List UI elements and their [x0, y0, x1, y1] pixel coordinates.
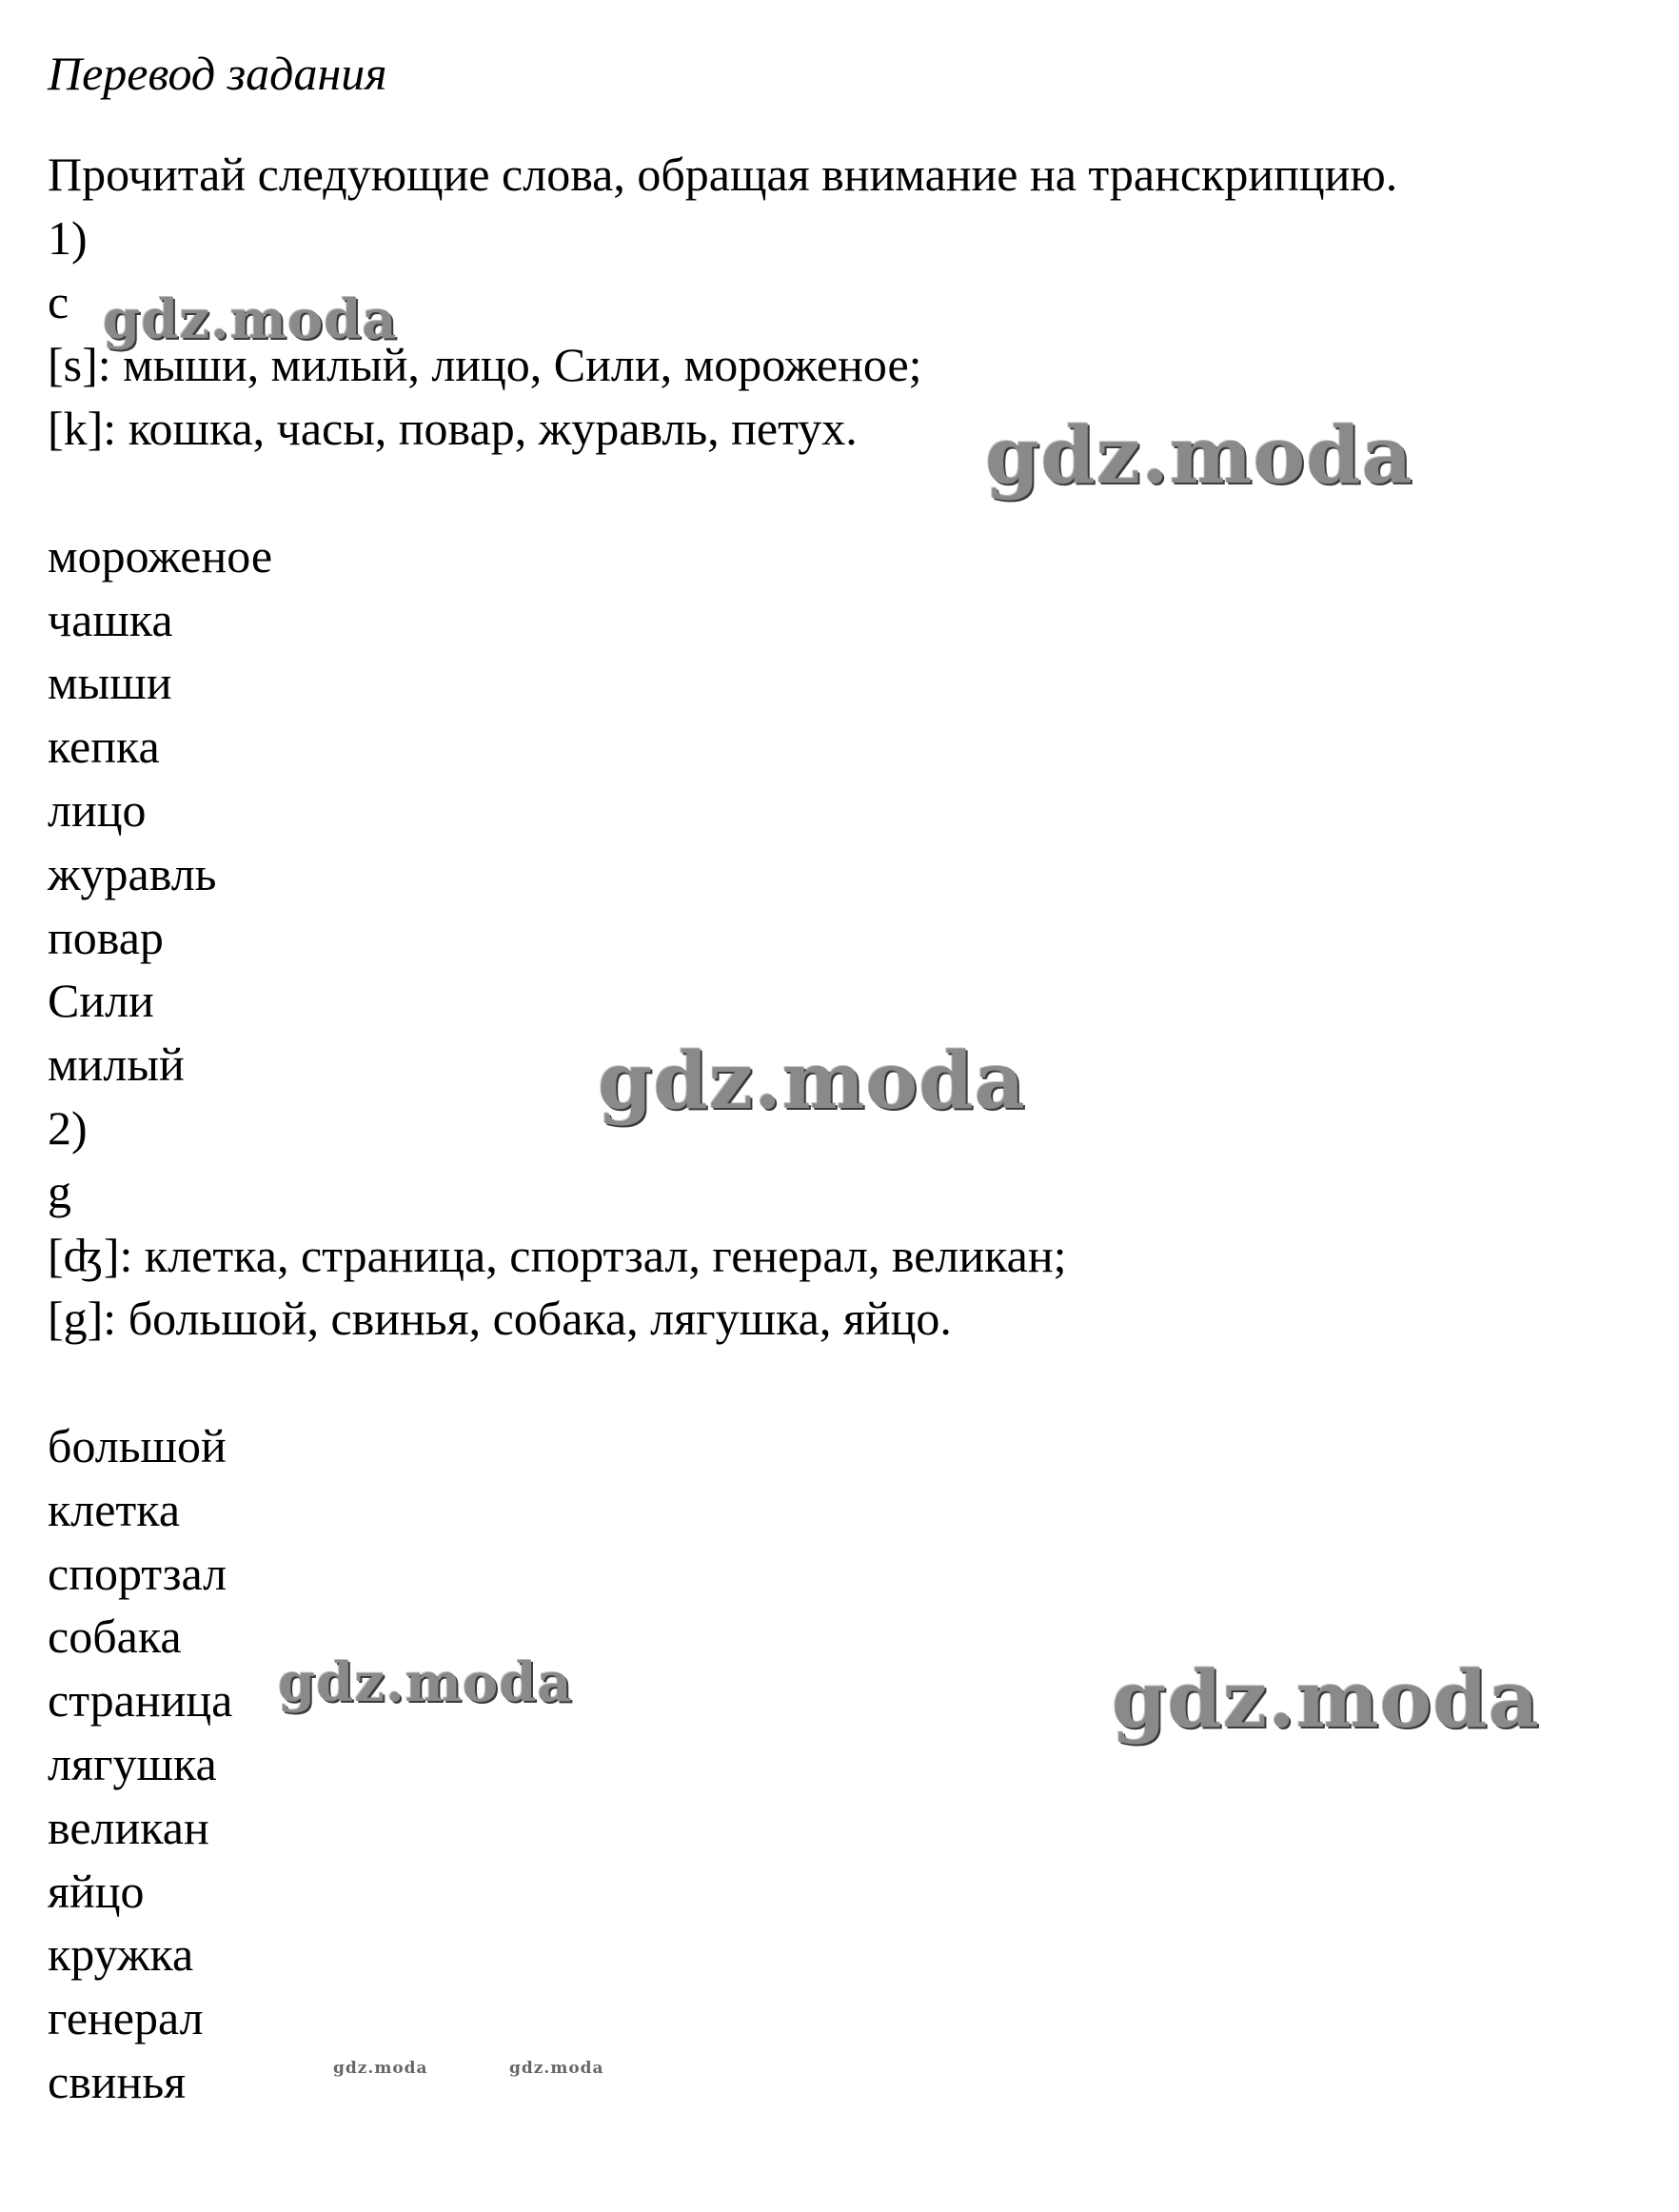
watermark: gdz.moda	[985, 410, 1413, 502]
word-item: журавль	[48, 846, 217, 900]
word-item: Сили	[48, 974, 154, 1028]
word-item: кружка	[48, 1927, 194, 1982]
watermark: gdz.moda	[103, 288, 398, 351]
transcription-line: [ʤ]: клетка, страница, спортзал, генерал, великан;	[48, 1228, 1067, 1282]
watermark: gdz.moda	[509, 2059, 604, 2078]
transcription-line: [g]: большой, свинья, собака, лягушка, яйцо.	[48, 1292, 952, 1346]
word-item: большой	[48, 1418, 227, 1472]
word-item: яйцо	[48, 1864, 145, 1918]
word-item: мороженое	[48, 528, 273, 583]
transcription-line: [k]: кошка, часы, повар, журавль, петух.	[48, 402, 858, 456]
watermark: gdz.moda	[333, 2059, 428, 2078]
watermark: gdz.moda	[598, 1036, 1026, 1127]
blank-line	[48, 1351, 1647, 1414]
word-item: великан	[48, 1800, 209, 1854]
letter-label: c	[48, 274, 69, 328]
word-item: лицо	[48, 782, 147, 837]
section-number: 2)	[48, 1100, 88, 1155]
watermark: gdz.moda	[1112, 1654, 1540, 1746]
watermark: gdz.moda	[278, 1651, 573, 1714]
letter-label: g	[48, 1164, 71, 1218]
word-item: страница	[48, 1673, 233, 1728]
word-item: собака	[48, 1610, 182, 1664]
word-item: кепка	[48, 720, 160, 774]
word-item: спортзал	[48, 1546, 227, 1600]
word-item: лягушка	[48, 1736, 217, 1790]
transcription-line: [s]: мыши, милый, лицо, Сили, мороженое;	[48, 338, 922, 392]
word-item: мыши	[48, 656, 172, 710]
section-number: 1)	[48, 210, 88, 265]
word-item: милый	[48, 1037, 185, 1092]
word-item: свинья	[48, 2054, 187, 2108]
word-item: чашка	[48, 592, 173, 646]
word-item: клетка	[48, 1482, 181, 1536]
word-item: генерал	[48, 1991, 204, 2045]
document-heading: Перевод задания	[48, 47, 387, 100]
word-item: повар	[48, 910, 164, 964]
instruction-line: Прочитай следующие слова, обращая внимание на транскрипцию.	[48, 148, 1398, 201]
